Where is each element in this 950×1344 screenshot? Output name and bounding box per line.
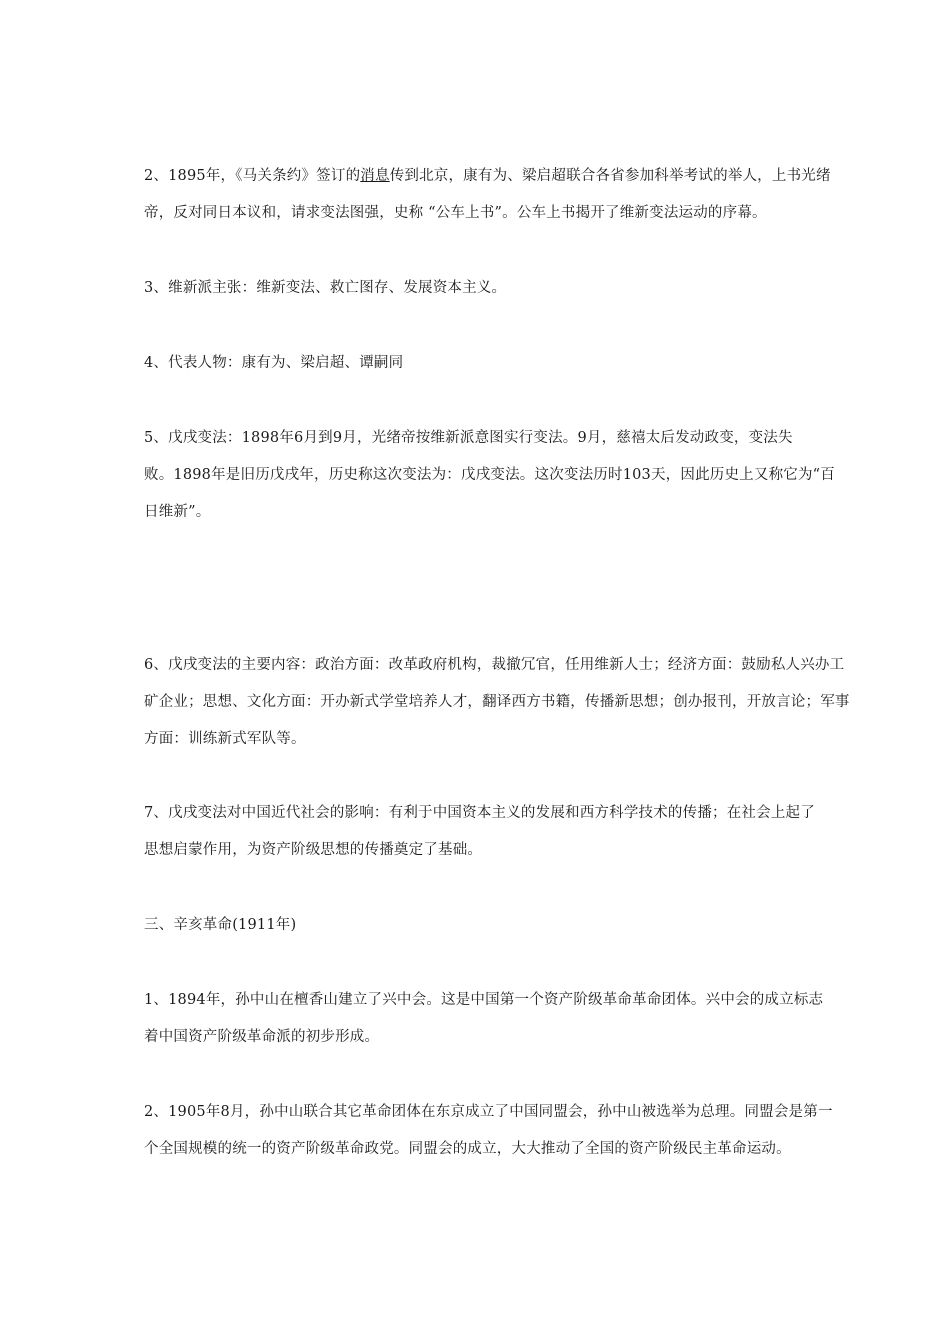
- text-line: 着中国资产阶级革命派的初步形成。: [144, 1029, 380, 1045]
- text-line: 1、1894年，孙中山在檀香山建立了兴中会。这是中国第一个资产阶级革命革命团体。兴中会的成立标志: [144, 992, 824, 1008]
- text-line: 7、戊戌变法对中国近代社会的影响：有利于中国资本主义的发展和西方科学技术的传播；在社会上起了: [144, 805, 815, 821]
- text-line: 三、辛亥革命(1911年): [144, 917, 297, 933]
- paragraph-wuxu-bianfa: [144, 420, 835, 531]
- paragraph-tongmenghui: [144, 1094, 833, 1168]
- text-line: 5、戊戌变法：1898年6月到9月，光绪帝按维新派意图实行变法。9月，慈禧太后发动政变，变法失: [144, 430, 793, 446]
- text-line: 2、1895年，《马关条约》签订的消息传到北京，康有为、梁启超联合各省参加科举考试的举人，上书光绪: [144, 168, 831, 184]
- text-line: 个全国规模的统一的资产阶级革命政党。同盟会的成立，大大推动了全国的资产阶级民主革命运动。: [144, 1141, 791, 1157]
- text-line: 6、戊戌变法的主要内容：政治方面：改革政府机构，裁撤冗官，任用维新人士；经济方面：鼓励私人兴办工: [144, 657, 845, 673]
- paragraph-bianfa-neirong: [144, 647, 850, 758]
- paragraph-daibiao-renwu: [144, 345, 798, 382]
- paragraph-gongche-shangshu: [144, 158, 831, 232]
- text-line: 3、维新派主张：维新变法、救亡图存、发展资本主义。: [144, 280, 507, 296]
- text-line: 帝，反对同日本议和，请求变法图强，史称 “公车上书”。公车上书揭开了维新变法运动的序幕。: [144, 205, 767, 221]
- text-line: 日维新”。: [144, 504, 211, 520]
- text-line: 方面：训练新式军队等。: [144, 731, 306, 747]
- text-line: 4、代表人物：康有为、梁启超、谭嗣同: [144, 355, 404, 371]
- underlined-link-text[interactable]: 消息: [360, 168, 390, 184]
- section-heading-xinhai-geming: [144, 907, 798, 944]
- paragraph-xingzhonghui: [144, 982, 824, 1056]
- text-line: 败。1898年是旧历戊戌年，历史称这次变法为：戊戌变法。这次变法历时103天，因此历史上又称它为“百: [144, 467, 835, 483]
- text-line: 2、1905年8月，孙中山联合其它革命团体在东京成立了中国同盟会，孙中山被选举为总理。同盟会是第一: [144, 1104, 833, 1120]
- text-line: 思想启蒙作用，为资产阶级思想的传播奠定了基础。: [144, 842, 483, 858]
- text-line: 矿企业；思想、文化方面：开办新式学堂培养人才，翻译西方书籍，传播新思想；创办报刊，开放言论；军事: [144, 694, 850, 710]
- paragraph-weixin-zhuzhang: [144, 270, 798, 307]
- paragraph-bianfa-yingxiang: [144, 795, 815, 869]
